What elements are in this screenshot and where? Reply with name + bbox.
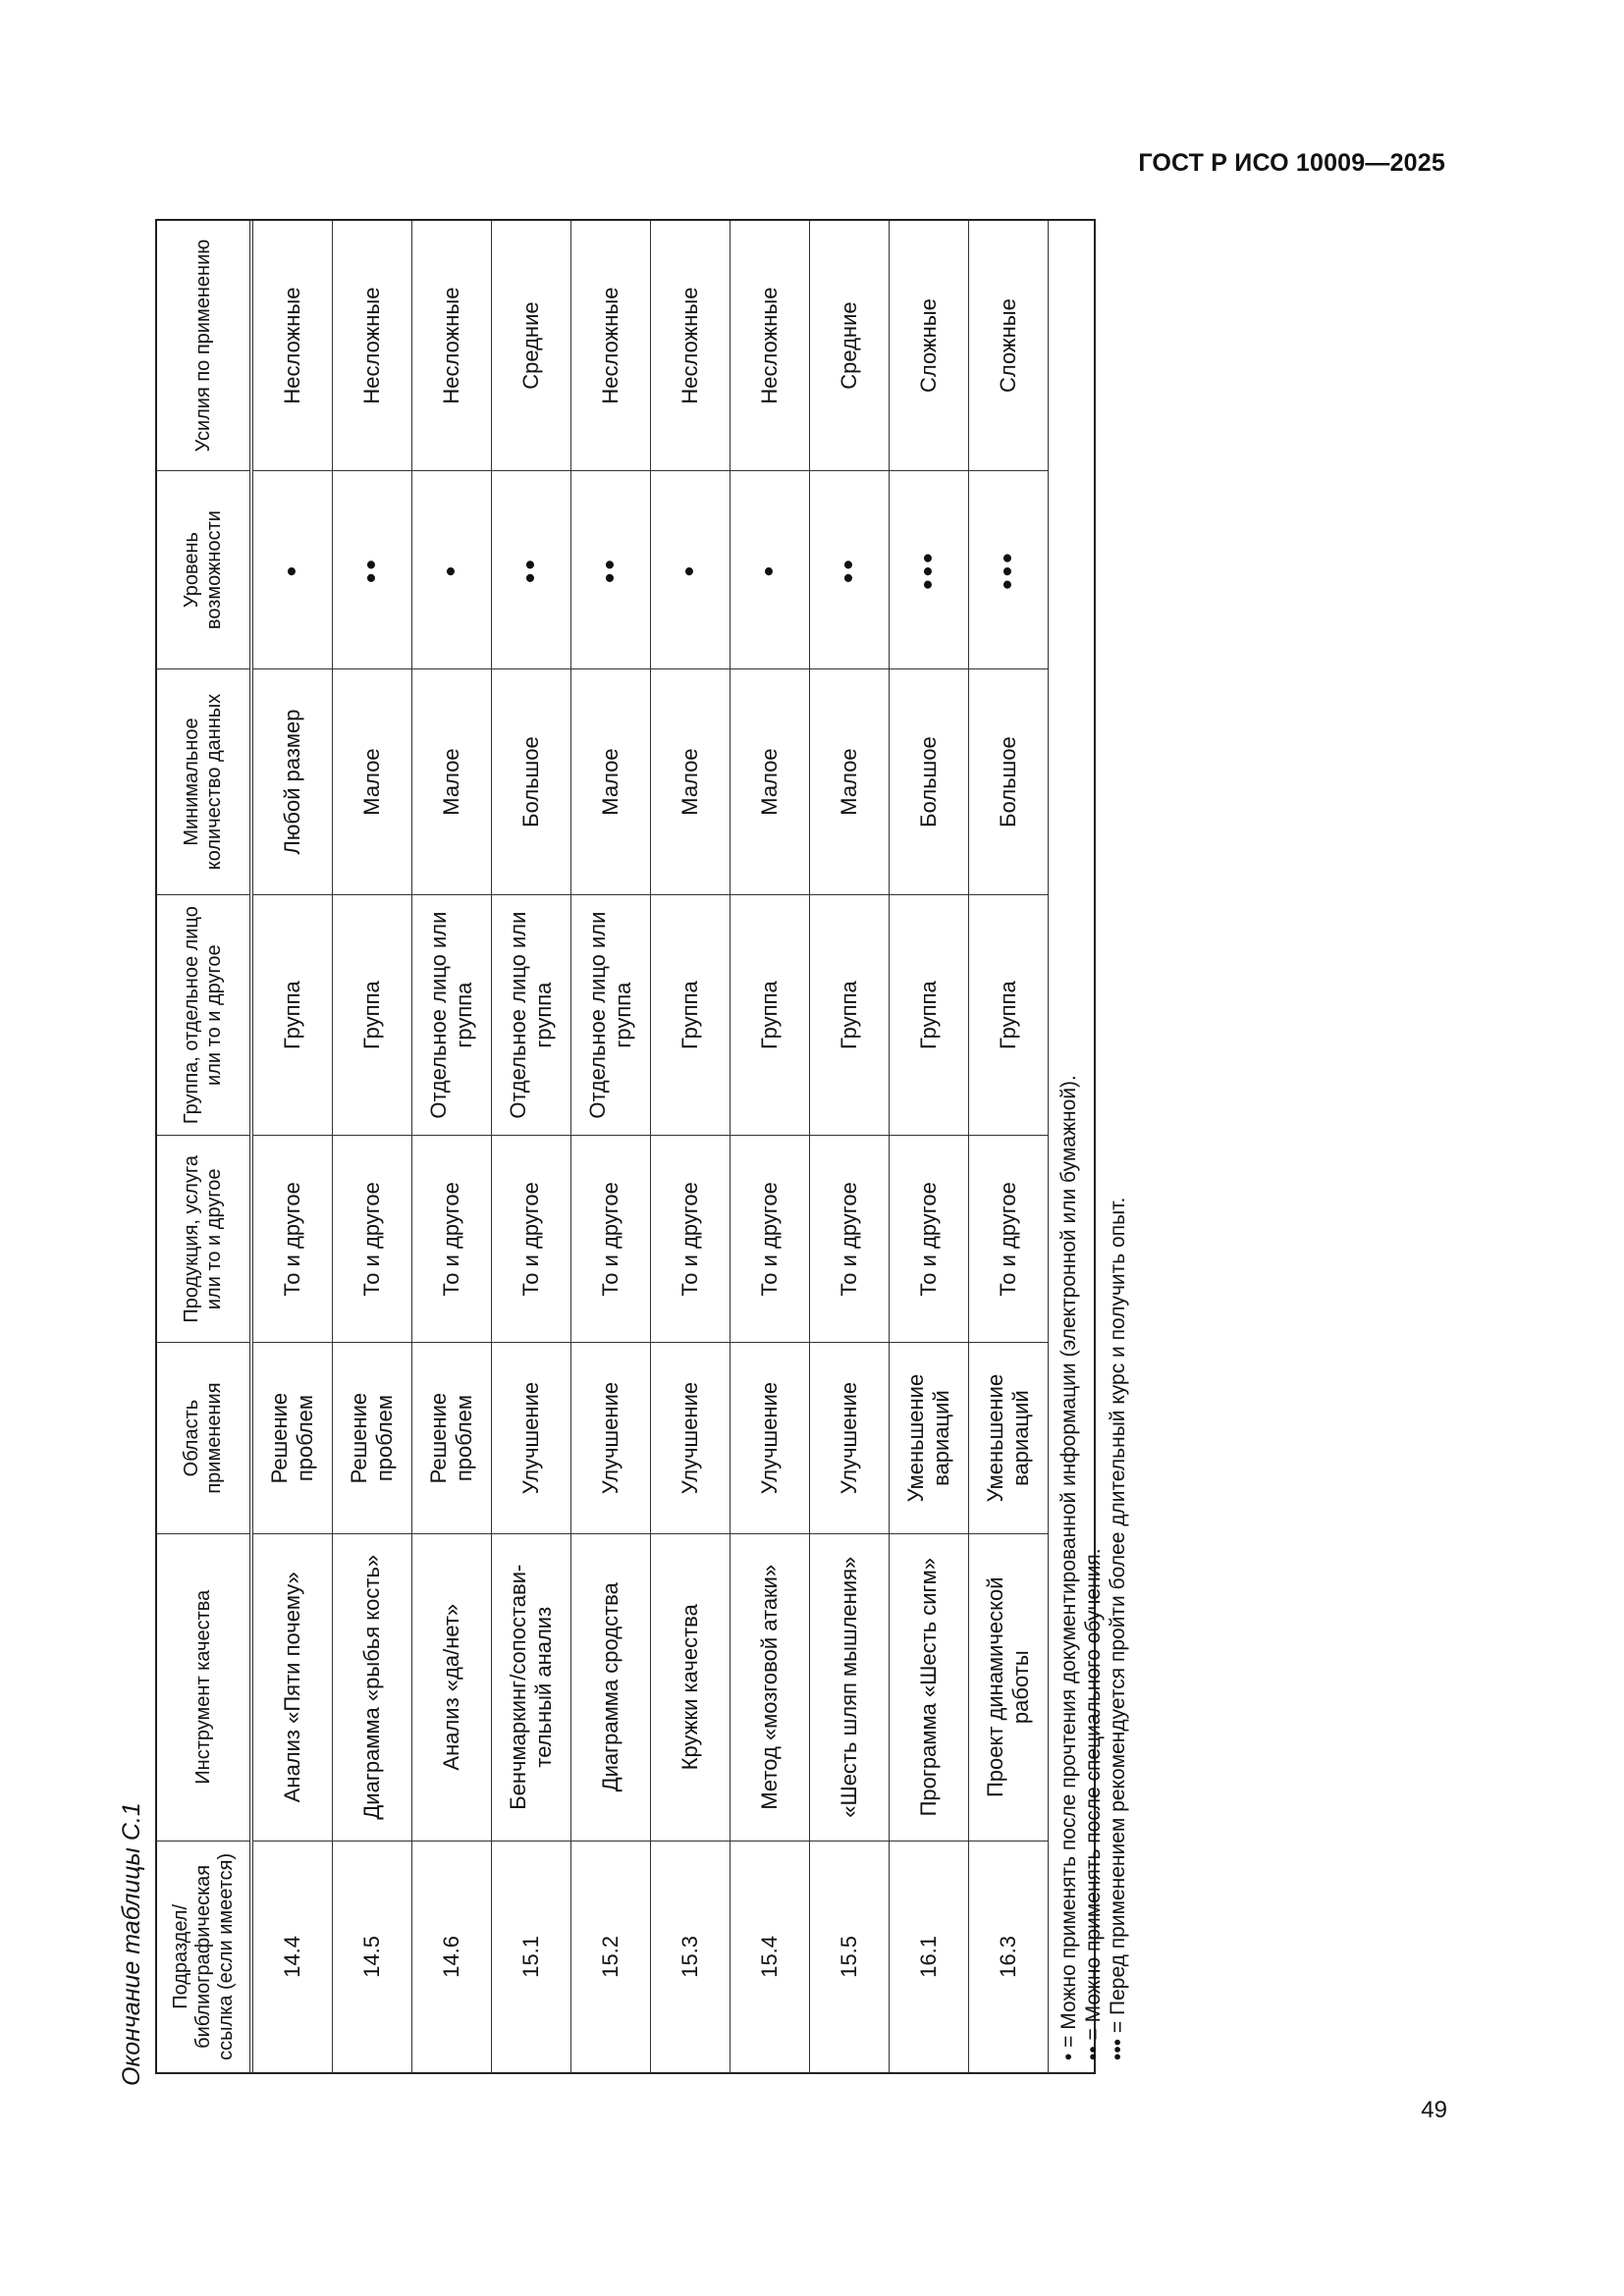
table-row	[412, 221, 492, 2072]
cell-group-individual: Отдельное лицо или группа	[412, 895, 492, 1136]
table-header-row	[157, 221, 251, 2072]
cell-tool: Бенчмаркинг/сопостави-тельный анализ	[492, 1533, 571, 1841]
cell-effort: Сложные	[969, 221, 1049, 471]
cell-tool: «Шесть шляп мышления»	[810, 1533, 890, 1841]
cell-subsection: 15.2	[571, 1841, 651, 2072]
cell-capability-level: •••	[890, 471, 969, 669]
col-header-product-service: Продукция, услуга или то и другое	[157, 1136, 251, 1343]
cell-min-data: Малое	[731, 668, 810, 894]
table-row	[251, 221, 333, 2072]
table-row	[571, 221, 651, 2072]
cell-min-data: Малое	[651, 668, 731, 894]
table-row	[810, 221, 890, 2072]
cell-group-individual: Отдельное лицо или группа	[492, 895, 571, 1136]
col-header-capability-level: Уровень возможности	[157, 471, 251, 669]
cell-min-data: Большое	[492, 668, 571, 894]
cell-min-data: Малое	[412, 668, 492, 894]
cell-product-service: То и другое	[731, 1136, 810, 1343]
table-row	[492, 221, 571, 2072]
cell-capability-level: •	[651, 471, 731, 669]
cell-subsection: 14.5	[333, 1841, 412, 2072]
note-training-level: •• = Можно применять после специального обучения.	[1082, 1548, 1105, 2060]
cell-capability-level: •	[251, 471, 333, 669]
cell-subsection: 15.3	[651, 1841, 731, 2072]
table-row	[651, 221, 731, 2072]
cell-area: Решение проблем	[333, 1343, 412, 1533]
cell-product-service: То и другое	[969, 1136, 1049, 1343]
cell-group-individual: Группа	[890, 895, 969, 1136]
document-header: ГОСТ Р ИСО 10009—2025	[1138, 149, 1445, 177]
cell-group-individual: Группа	[810, 895, 890, 1136]
cell-effort: Сложные	[890, 221, 969, 471]
cell-subsection: 16.3	[969, 1841, 1049, 2072]
cell-capability-level: •••	[969, 471, 1049, 669]
col-header-min-data: Минимальное количество данных	[157, 668, 251, 894]
cell-area: Улучшение	[571, 1343, 651, 1533]
table-caption: Окончание таблицы С.1	[118, 1802, 145, 2086]
cell-tool: Метод «мозговой атаки»	[731, 1533, 810, 1841]
cell-min-data: Малое	[333, 668, 412, 894]
page-number: 49	[1421, 2097, 1447, 2123]
cell-product-service: То и другое	[571, 1136, 651, 1343]
cell-subsection: 14.4	[251, 1841, 333, 2072]
col-header-tool: Инструмент качества	[157, 1533, 251, 1841]
note-basic-level: • = Можно применять после прочтения документированной информации (электронной или бумажной).	[1057, 1075, 1080, 2060]
cell-subsection: 15.5	[810, 1841, 890, 2072]
cell-product-service: То и другое	[333, 1136, 412, 1343]
cell-group-individual: Группа	[251, 895, 333, 1136]
cell-area: Решение проблем	[251, 1343, 333, 1533]
table-row	[890, 221, 969, 2072]
cell-group-individual: Группа	[969, 895, 1049, 1136]
cell-area: Улучшение	[810, 1343, 890, 1533]
cell-tool: Анализ «да/нет»	[412, 1533, 492, 1841]
cell-min-data: Малое	[810, 668, 890, 894]
cell-area: Улучшение	[492, 1343, 571, 1533]
cell-product-service: То и другое	[651, 1136, 731, 1343]
cell-subsection: 16.1	[890, 1841, 969, 2072]
cell-tool: Проект динамической работы	[969, 1533, 1049, 1841]
table-row	[333, 221, 412, 2072]
note-advanced-level: ••• = Перед применением рекомендуется пройти более длительный курс и получить опыт.	[1107, 1197, 1129, 2060]
col-header-subsection: Подраздел/ библиографическая ссылка (если имеется)	[157, 1841, 251, 2072]
cell-capability-level: •	[412, 471, 492, 669]
table-notes	[1049, 221, 1138, 2072]
cell-product-service: То и другое	[810, 1136, 890, 1343]
cell-group-individual: Отдельное лицо или группа	[571, 895, 651, 1136]
cell-product-service: То и другое	[890, 1136, 969, 1343]
cell-area: Улучшение	[731, 1343, 810, 1533]
cell-subsection: 15.1	[492, 1841, 571, 2072]
col-header-area: Область применения	[157, 1343, 251, 1533]
cell-tool: Диаграмма «рыбья кость»	[333, 1533, 412, 1841]
rotated-table-block	[108, 201, 1129, 2086]
cell-group-individual: Группа	[651, 895, 731, 1136]
cell-group-individual: Группа	[333, 895, 412, 1136]
cell-area: Уменьшение вариаций	[969, 1343, 1049, 1533]
cell-min-data: Большое	[969, 668, 1049, 894]
col-header-group-individual: Группа, отдельное лицо или то и другое	[157, 895, 251, 1136]
cell-subsection: 15.4	[731, 1841, 810, 2072]
cell-min-data: Большое	[890, 668, 969, 894]
cell-effort: Несложные	[571, 221, 651, 471]
cell-tool: Кружки качества	[651, 1533, 731, 1841]
cell-product-service: То и другое	[492, 1136, 571, 1343]
table-frame	[155, 219, 1129, 2074]
cell-area: Улучшение	[651, 1343, 731, 1533]
cell-subsection: 14.6	[412, 1841, 492, 2072]
cell-product-service: То и другое	[251, 1136, 333, 1343]
cell-effort: Несложные	[251, 221, 333, 471]
cell-tool: Анализ «Пяти почему»	[251, 1533, 333, 1841]
cell-tool: Программа «Шесть сигм»	[890, 1533, 969, 1841]
cell-effort: Несложные	[333, 221, 412, 471]
cell-product-service: То и другое	[412, 1136, 492, 1343]
table-row	[969, 221, 1049, 2072]
cell-min-data: Малое	[571, 668, 651, 894]
cell-effort: Несложные	[731, 221, 810, 471]
quality-tools-table	[157, 221, 1049, 2072]
cell-effort: Средние	[492, 221, 571, 471]
table-row	[731, 221, 810, 2072]
cell-area: Уменьшение вариаций	[890, 1343, 969, 1533]
cell-capability-level: •	[731, 471, 810, 669]
cell-effort: Несложные	[651, 221, 731, 471]
cell-tool: Диаграмма сродства	[571, 1533, 651, 1841]
cell-group-individual: Группа	[731, 895, 810, 1136]
cell-capability-level: ••	[810, 471, 890, 669]
cell-capability-level: ••	[571, 471, 651, 669]
col-header-effort: Усилия по применению	[157, 221, 251, 471]
cell-min-data: Любой размер	[251, 668, 333, 894]
cell-effort: Несложные	[412, 221, 492, 471]
cell-capability-level: ••	[333, 471, 412, 669]
cell-effort: Средние	[810, 221, 890, 471]
cell-capability-level: ••	[492, 471, 571, 669]
cell-area: Решение проблем	[412, 1343, 492, 1533]
